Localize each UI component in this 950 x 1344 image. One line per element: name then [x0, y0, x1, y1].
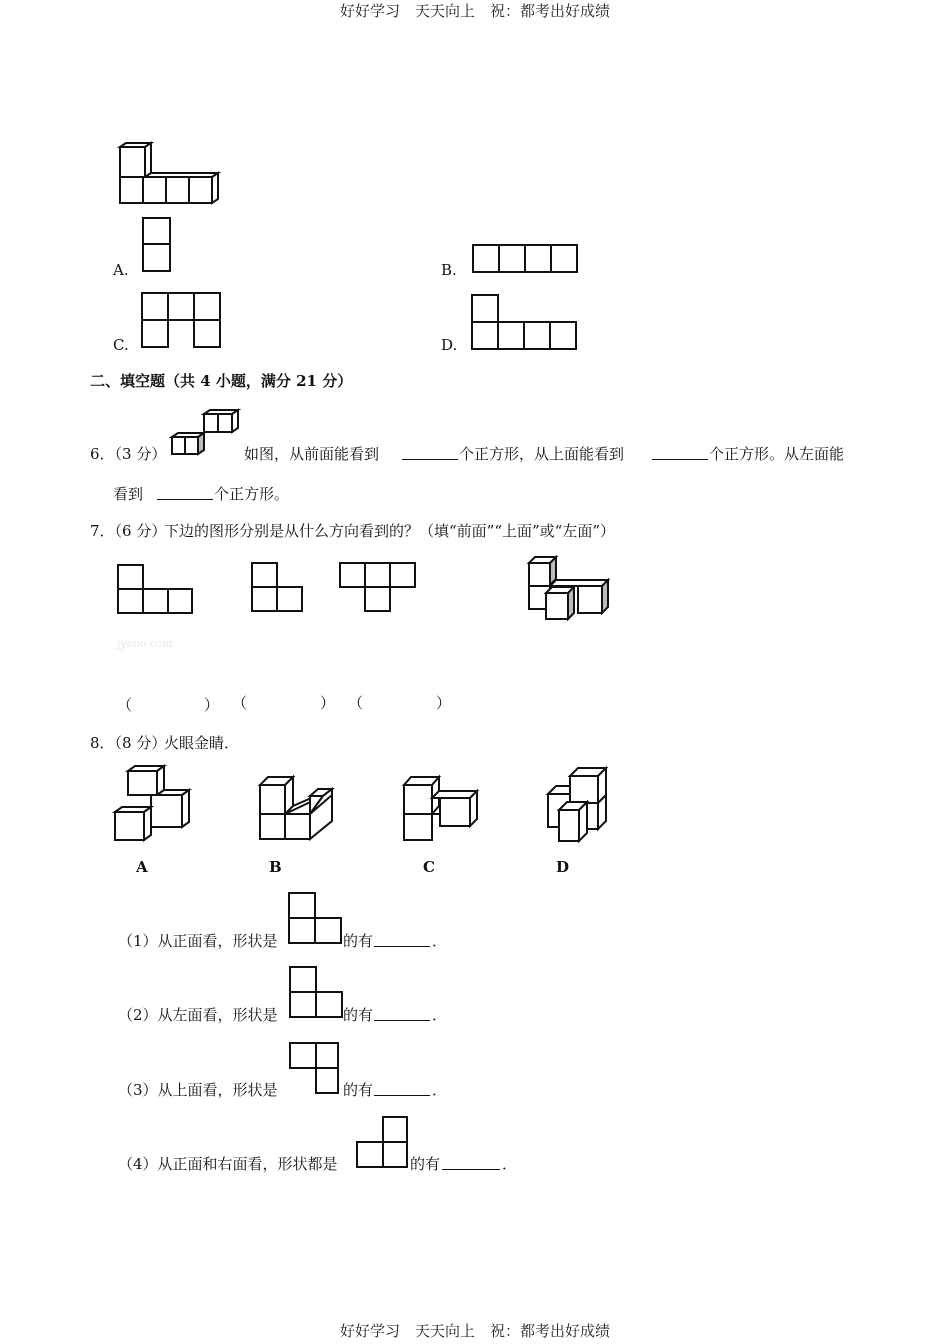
q8-figure-d	[545, 767, 625, 843]
q8-sub2-end: ．	[432, 1006, 448, 1024]
q7-watermark: jyeoo.com	[117, 637, 173, 650]
q7-question: 下边的图形分别是从什么方向看到的？（填“前面”“上面”或“左面”）	[164, 522, 616, 540]
q8-figure-b	[257, 776, 337, 842]
q8-number: 8．（8 分）	[90, 734, 167, 752]
q6-blank-top[interactable]	[652, 443, 708, 460]
q8-figure-c	[400, 776, 480, 842]
q8-sub4-end: ．	[502, 1155, 518, 1173]
q8-sub2-prefix: （2）从左面看，形状是	[118, 1006, 278, 1024]
option-d-figure[interactable]	[471, 294, 581, 352]
q8-sub4-prefix: （4）从正面和右面看，形状都是	[118, 1155, 338, 1173]
q7-view-1	[117, 564, 195, 616]
option-a-label[interactable]: A.	[113, 261, 129, 279]
option-a-figure[interactable]	[142, 217, 172, 273]
q6-text-e: 个正方形。	[214, 485, 290, 503]
page-header: 好好学习 天天向上 祝：都考出好成绩	[339, 2, 610, 20]
q6-blank-left[interactable]	[157, 483, 213, 500]
q7-answer-1[interactable]	[136, 694, 198, 711]
q8-sub1-end: ．	[432, 932, 448, 950]
q8-sub4-shape	[356, 1116, 412, 1170]
q6-text-a: 如图，从前面能看到	[244, 445, 380, 463]
option-c-figure[interactable]	[141, 292, 225, 350]
q7-view-2	[251, 562, 305, 614]
q7-view-3	[339, 562, 419, 614]
q8-figure-a	[114, 766, 194, 844]
q7-bracket-3-open: （	[348, 694, 364, 712]
q8-title: 火眼金睛．	[164, 734, 240, 752]
q6-cube-figure	[170, 410, 244, 456]
q8-sub3-suffix: 的有	[343, 1081, 374, 1099]
option-c-label[interactable]: C.	[113, 336, 129, 354]
q8-sub1-shape	[288, 892, 344, 946]
q6-blank-front[interactable]	[402, 443, 458, 460]
q8-sub1-blank[interactable]	[374, 930, 430, 947]
q8-sub4-suffix: 的有	[410, 1155, 441, 1173]
q8-letter-a: A	[136, 858, 148, 876]
section-title: 二、填空题（共 4 小题，满分 21 分）	[90, 372, 353, 390]
q8-sub1-suffix: 的有	[343, 932, 374, 950]
q7-bracket-1-close: ）	[204, 696, 220, 714]
q8-sub1-prefix: （1）从正面看，形状是	[118, 932, 278, 950]
q7-answer-3[interactable]	[367, 692, 429, 709]
q6-text-c: 个正方形。从左面能	[709, 445, 845, 463]
q7-bracket-3-close: ）	[436, 694, 452, 712]
q8-sub3-shape	[289, 1042, 345, 1096]
option-b-figure[interactable]	[472, 244, 582, 274]
q8-sub4-blank[interactable]	[442, 1153, 500, 1170]
page-footer: 好好学习 天天向上 祝：都考出好成绩	[339, 1322, 610, 1340]
q8-letter-c: C	[423, 858, 435, 876]
q5-cube-figure	[114, 143, 224, 205]
q6-text-b: 个正方形，从上面能看到	[459, 445, 625, 463]
q6-text-d: 看到	[113, 485, 144, 503]
option-d-label[interactable]: D.	[441, 336, 458, 354]
q8-sub2-shape	[289, 966, 345, 1020]
q8-sub3-blank[interactable]	[374, 1079, 430, 1096]
q8-sub3-prefix: （3）从上面看，形状是	[118, 1081, 278, 1099]
q8-letter-d: D	[556, 858, 570, 876]
q7-bracket-2-close: ）	[320, 694, 336, 712]
q7-number: 7．（6 分）	[90, 522, 167, 540]
q7-cube-figure	[528, 555, 612, 623]
q8-sub2-suffix: 的有	[343, 1006, 374, 1024]
q8-sub3-end: ．	[432, 1081, 448, 1099]
q8-sub2-blank[interactable]	[374, 1004, 430, 1021]
q7-answer-2[interactable]	[251, 692, 313, 709]
q7-bracket-1-open: （	[117, 696, 133, 714]
q8-letter-b: B	[269, 858, 282, 876]
q7-bracket-2-open: （	[232, 694, 248, 712]
option-b-label[interactable]: B.	[441, 261, 457, 279]
q6-number: 6．（3 分）	[90, 445, 167, 463]
